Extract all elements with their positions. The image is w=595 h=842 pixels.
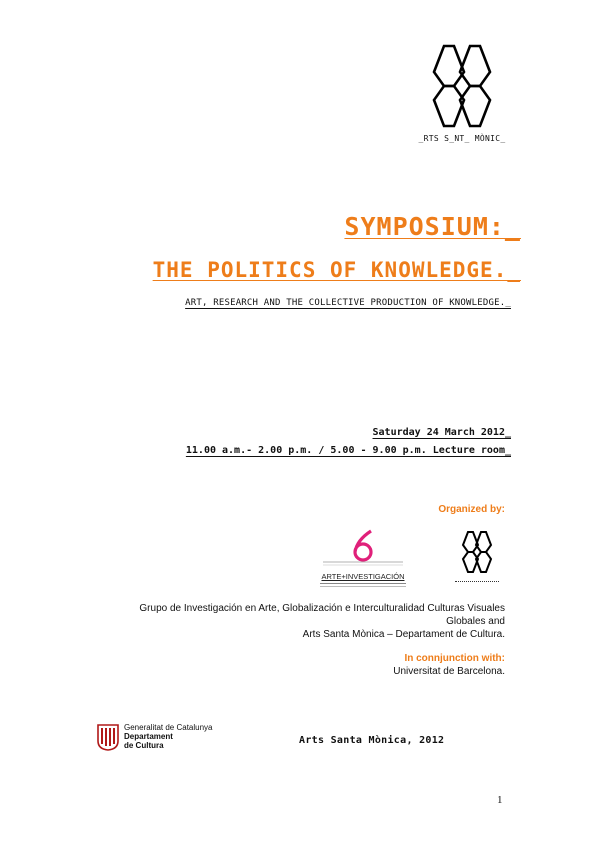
- generalitat-logo: [97, 723, 227, 753]
- organizer-line: Arts Santa Mònica – Departament de Cultura.: [302, 629, 505, 640]
- arte-investigacion-logo: [317, 528, 409, 587]
- event-time: 11.00 a.m.- 2.00 p.m. / 5.00 - 9.00 p.m. Lecture room_: [185, 445, 511, 456]
- conjunction-body: Universitat de Barcelona.: [393, 666, 505, 677]
- organizer-line: Grupo de Investigación en Arte, Globalización e Interculturalidad Culturas Visuales: [139, 603, 505, 614]
- organized-by-heading: Organized by:: [438, 504, 505, 515]
- generalitat-line: Departament: [124, 732, 173, 741]
- title-line-1: SYMPOSIUM:_: [344, 212, 521, 241]
- arte-investigacion-logo-text: ARTE+INVESTIGACIÓN: [321, 572, 405, 581]
- conjunction-heading: In connjunction with:: [404, 653, 505, 664]
- footer-text: Arts Santa Mònica, 2012: [299, 735, 445, 746]
- page-number: 1: [497, 794, 503, 806]
- arts-santa-monica-small-logo: [452, 526, 502, 582]
- event-date: Saturday 24 March 2012_: [372, 427, 511, 438]
- small-logo-caption-line: [455, 581, 499, 582]
- title-line-2: THE POLITICS OF KNOWLEDGE._: [152, 258, 521, 282]
- arte-investigacion-logo-icon: [317, 528, 409, 568]
- arts-santa-monica-logo-icon: [412, 40, 512, 128]
- generalitat-line: Generalitat de Catalunya: [124, 723, 213, 732]
- organizer-line: Globales and: [446, 616, 505, 627]
- organizers-text: [85, 602, 505, 641]
- generalitat-line: de Cultura: [124, 741, 164, 750]
- logo-caption: _RTS S_NT_ MÒNIC_: [418, 134, 506, 143]
- arts-santa-monica-small-logo-icon: [452, 526, 502, 576]
- subtitle: ART, RESEARCH AND THE COLLECTIVE PRODUCTION OF KNOWLEDGE._: [185, 298, 511, 308]
- generalitat-logo-icon: [97, 723, 119, 751]
- header-logo: [412, 40, 512, 143]
- logo-fine-line: [320, 583, 406, 587]
